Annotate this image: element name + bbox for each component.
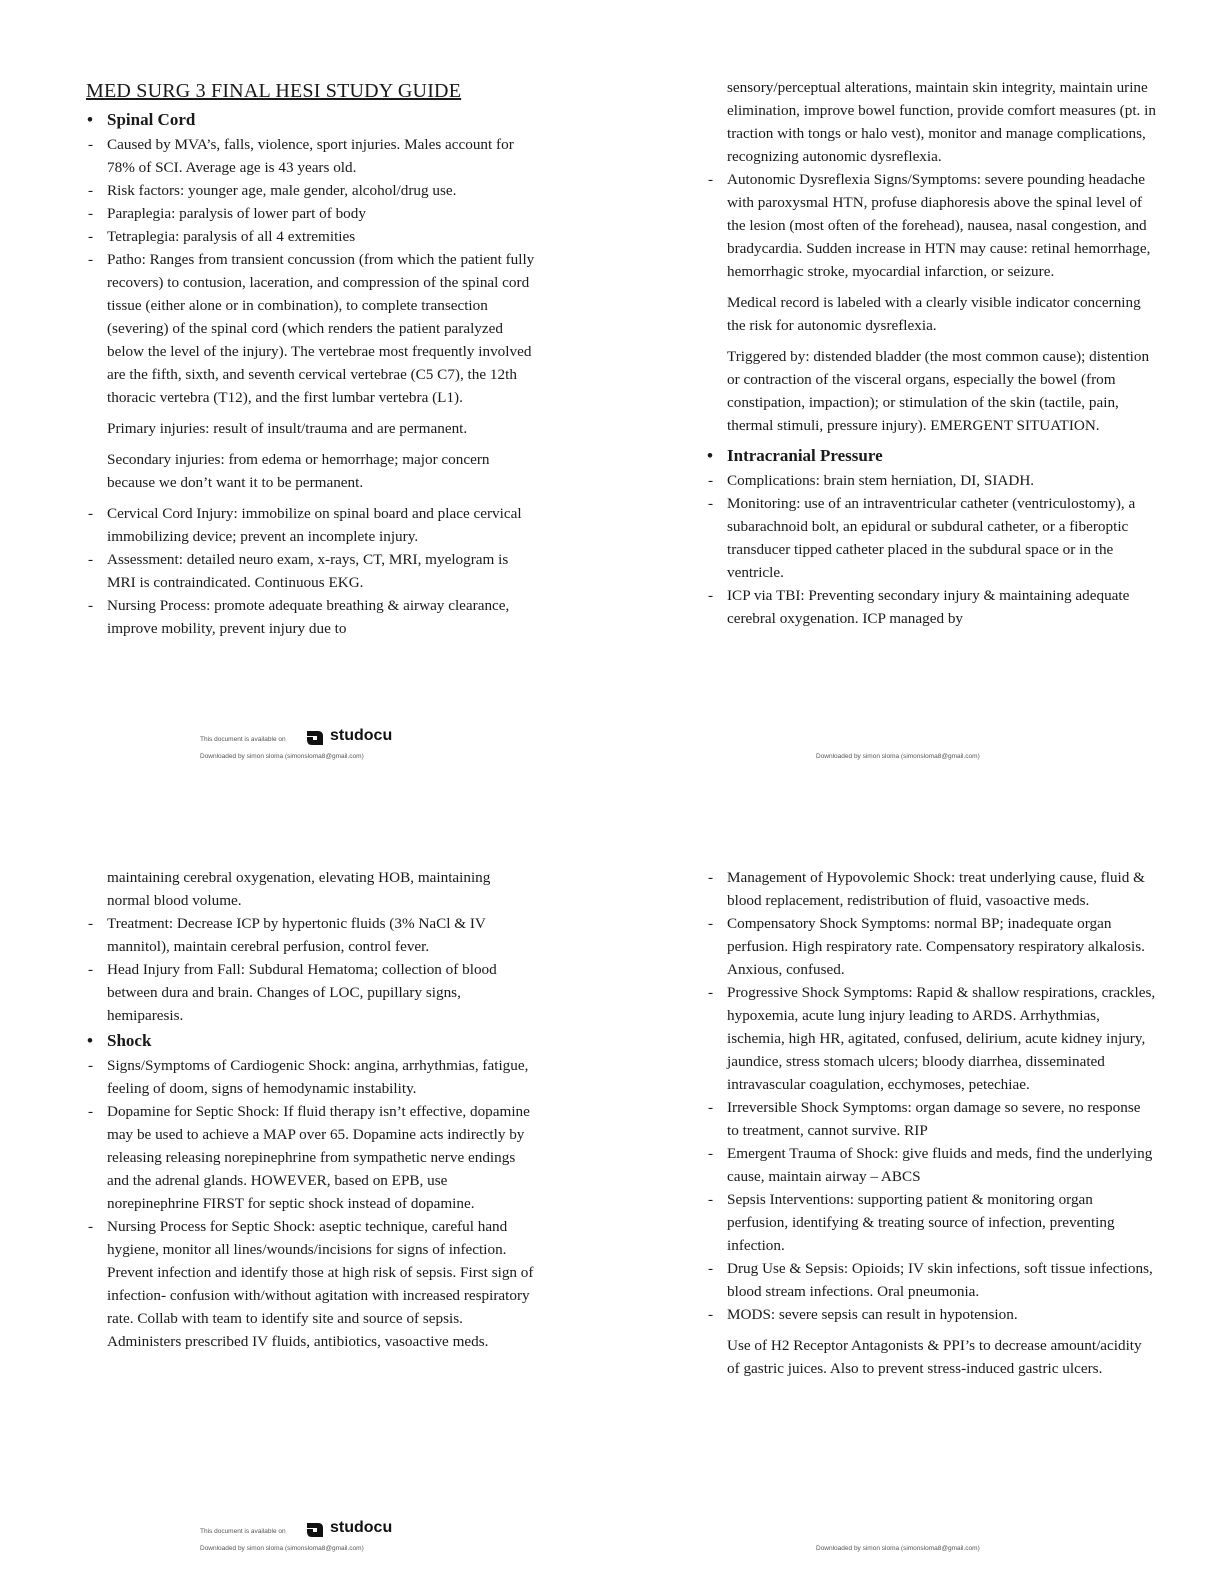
list-item (706, 469, 1156, 492)
dash-icon: - (88, 505, 94, 522)
list-item-text: Complications: brain stem herniation, DI, SIADH. (727, 472, 1035, 489)
list-item-text: Monitoring: use of an intraventricular catheter (ventriculostomy), a subarachnoid bolt, an epidural or subdural catheter, or a fiberoptic transducer tipped catheter placed in the subdural space or in the ventricle. (727, 495, 1136, 581)
list-item (86, 594, 536, 640)
page-3 (0, 792, 612, 1584)
dash-icon: - (88, 1218, 94, 1235)
list-item-text: Autonomic Dysreflexia Signs/Symptoms: severe pounding headache with paroxysmal HTN, profuse diaphoresis above the spinal level of the lesion (most often of the forehead), nausea, nasal congestion, and bradycardia. Sudden increase in HTN may cause: retinal hemorrhage, hemorrhagic stroke, myocardial infarction, or seizure. (727, 171, 1151, 280)
list-item-text: Treatment: Decrease ICP by hypertonic fluids (3% NaCl & IV mannitol), maintain cerebral perfusion, control fever. (107, 915, 486, 955)
list-item-text: Head Injury from Fall: Subdural Hematoma; collection of blood between dura and brain. Changes of LOC, pupillary signs, hemiparesis. (107, 961, 497, 1024)
list-item-text: Sepsis Interventions: supporting patient & monitoring organ perfusion, identifying & treating source of infection, preventing infection. (727, 1191, 1115, 1254)
list-item (706, 1096, 1156, 1142)
list-item (86, 225, 536, 248)
list-item-text: Risk factors: younger age, male gender, alcohol/drug use. (107, 182, 457, 199)
list-item-text: Tetraplegia: paralysis of all 4 extremities (107, 228, 356, 245)
list-item-text: Patho: Ranges from transient concussion (from which the patient fully recovers) to contusion, laceration, and compression of the spinal cord tissue (either alone or in combination), to complete transection (severing) of the spinal cord (which renders the patient paralyzed below the level of the injury). The vertebrae most frequently involved are the fifth, sixth, and seventh cervical vertebrae (C5 C7), the 12th thoracic vertebra (T12), and the first lumbar vertebra (L1). (107, 251, 535, 406)
paragraph-h2-antagonists: Use of H2 Receptor Antagonists & PPI’s to decrease amount/acidity of gastric juices. Also to prevent stress-induced gastric ulcers. (727, 1337, 1142, 1377)
list-item-text: Dopamine for Septic Shock: If fluid therapy isn’t effective, dopamine may be used to achieve a MAP over 65. Dopamine acts indirectly by releasing releasing norepinephrine from sympathetic nerve endings and the adrenal glands. HOWEVER, based on EPB, use norepinephrine FIRST for septic shock instead of dopamine. (107, 1103, 530, 1212)
footer-downloaded-text: Downloaded by simon sloma (simonsloma8@gmail.com) (200, 1545, 364, 1552)
page-1-content (86, 78, 536, 640)
list-item (86, 502, 536, 548)
list-item (86, 1100, 536, 1215)
paragraph-medical-record: Medical record is labeled with a clearly visible indicator concerning the risk for autonomic dysreflexia. (727, 294, 1141, 334)
dash-icon: - (708, 984, 714, 1001)
list-item-text: Paraplegia: paralysis of lower part of body (107, 205, 366, 222)
studocu-footer (198, 1518, 418, 1544)
list-item (706, 168, 1156, 283)
list-item-text: Nursing Process: promote adequate breathing & airway clearance, improve mobility, prevent injury due to (107, 597, 510, 637)
dash-icon: - (88, 597, 94, 614)
page-4-content (706, 866, 1156, 1388)
footer-available-text: This document is available on (200, 1528, 286, 1535)
list-item (706, 1257, 1156, 1303)
list-item (706, 981, 1156, 1096)
list-item (86, 179, 536, 202)
section-heading-intracranial-pressure (706, 445, 1156, 467)
heading-text: Intracranial Pressure (727, 446, 883, 465)
section-heading-shock (86, 1030, 536, 1052)
dash-icon: - (88, 251, 94, 268)
dash-icon: - (88, 1103, 94, 1120)
studocu-brand: studocu (330, 1519, 393, 1536)
footer-downloaded-text: Downloaded by simon sloma (simonsloma8@gmail.com) (816, 1545, 980, 1552)
list-item-text: Irreversible Shock Symptoms: organ damage so severe, no response to treatment, cannot survive. RIP (727, 1099, 1141, 1139)
list-item (706, 1188, 1156, 1257)
section-heading-spinal-cord (86, 109, 536, 131)
dash-icon: - (88, 1057, 94, 1074)
list-item-text: ICP via TBI: Preventing secondary injury & maintaining adequate cerebral oxygenation. ICP managed by (727, 587, 1130, 627)
list-item-text: Assessment: detailed neuro exam, x-rays, CT, MRI, myelogram is MRI is contraindicated. Continuous EKG. (107, 551, 509, 591)
paragraph-triggered-by: Triggered by: distended bladder (the most common cause); distention or contraction of the visceral organs, especially the bowel (from constipation, impaction); or stimulation of the skin (tactile, pain, thermal stimuli, pressure injury). EMERGENT SITUATION. (727, 348, 1150, 434)
list-item (86, 248, 536, 409)
list-item-text: Management of Hypovolemic Shock: treat underlying cause, fluid & blood replacement, redistribution of fluid, vasoactive meds. (727, 869, 1145, 909)
dash-icon: - (708, 472, 714, 489)
list-item (86, 1054, 536, 1100)
list-item (86, 548, 536, 594)
studocu-logo-icon (304, 1519, 326, 1541)
footer-downloaded-text: Downloaded by simon sloma (simonsloma8@gmail.com) (200, 753, 364, 760)
list-item (86, 133, 536, 179)
list-item-text: Drug Use & Sepsis: Opioids; IV skin infections, soft tissue infections, blood stream infections. Oral pneumonia. (727, 1260, 1153, 1300)
page-2 (612, 0, 1224, 792)
paragraph-primary-injuries: Primary injuries: result of insult/trauma and are permanent. (107, 420, 468, 437)
paragraph-secondary-injuries: Secondary injuries: from edema or hemorrhage; major concern because we don’t want it to be permanent. (107, 451, 490, 491)
list-item (706, 1303, 1156, 1326)
list-item (706, 492, 1156, 584)
page-4 (612, 792, 1224, 1584)
dash-icon: - (708, 1191, 714, 1208)
list-item (86, 912, 536, 958)
dash-icon: - (708, 915, 714, 932)
studocu-footer (198, 726, 418, 752)
list-item (86, 202, 536, 225)
dash-icon: - (88, 228, 94, 245)
dash-icon: - (708, 869, 714, 886)
continued-text: maintaining cerebral oxygenation, elevating HOB, maintaining normal blood volume. (107, 869, 491, 909)
list-item-text: Nursing Process for Septic Shock: aseptic technique, careful hand hygiene, monitor all lines/wounds/incisions for signs of infection. Prevent infection and identify those at high risk of sepsis. First sign of infection- confusion with/without agitation with increased respiratory rate. Collab with team to identify site and source of sepsis. Administers prescribed IV fluids, antibiotics, vasoactive meds. (107, 1218, 534, 1350)
list-item (706, 1142, 1156, 1188)
list-item (706, 584, 1156, 630)
heading-text: Spinal Cord (107, 110, 196, 129)
list-item-text: Emergent Trauma of Shock: give fluids and meds, find the underlying cause, maintain airway – ABCS (727, 1145, 1153, 1185)
dash-icon: - (88, 182, 94, 199)
page-3-content (86, 866, 536, 1353)
list-item-text: Compensatory Shock Symptoms: normal BP; inadequate organ perfusion. High respiratory rate. Compensatory respiratory alkalosis. Anxious, confused. (727, 915, 1145, 978)
list-item-text: Cervical Cord Injury: immobilize on spinal board and place cervical immobilizing device; prevent an incomplete injury. (107, 505, 522, 545)
dash-icon: - (708, 587, 714, 604)
page-2-content (706, 76, 1156, 630)
bullet-icon: • (707, 446, 713, 465)
studocu-brand: studocu (330, 727, 393, 744)
dash-icon: - (708, 1145, 714, 1162)
heading-text: Shock (107, 1031, 152, 1050)
studocu-logo-icon (304, 727, 326, 749)
continued-text: sensory/perceptual alterations, maintain skin integrity, maintain urine elimination, improve bowel function, provide comfort measures (pt. in traction with tongs or halo vest), monitor and manage complications, recognizing autonomic dysreflexia. (727, 79, 1156, 165)
dash-icon: - (708, 171, 714, 188)
dash-icon: - (88, 136, 94, 153)
dash-icon: - (708, 495, 714, 512)
list-item-text: Signs/Symptoms of Cardiogenic Shock: angina, arrhythmias, fatigue, feeling of doom, signs of hemodynamic instability. (107, 1057, 529, 1097)
dash-icon: - (88, 961, 94, 978)
list-item-text: MODS: severe sepsis can result in hypotension. (727, 1306, 1018, 1323)
bullet-icon: • (87, 110, 93, 129)
page-1 (0, 0, 612, 792)
list-item-text: Progressive Shock Symptoms: Rapid & shallow respirations, crackles, hypoxemia, acute lung injury leading to ARDS. Arrhythmias, ischemia, high HR, agitated, confused, delirium, acute kidney injury, jaundice, stress stomach ulcers; bloody diarrhea, disseminated intravascular coagulation, ecchymoses, petechiae. (727, 984, 1156, 1093)
dash-icon: - (88, 915, 94, 932)
list-item (706, 912, 1156, 981)
footer-downloaded-text: Downloaded by simon sloma (simonsloma8@gmail.com) (816, 753, 980, 760)
dash-icon: - (708, 1260, 714, 1277)
list-item (86, 958, 536, 1027)
dash-icon: - (88, 551, 94, 568)
footer-available-text: This document is available on (200, 736, 286, 743)
bullet-icon: • (87, 1031, 93, 1050)
list-item-text: Caused by MVA’s, falls, violence, sport injuries. Males account for 78% of SCI. Average age is 43 years old. (107, 136, 514, 176)
dash-icon: - (708, 1306, 714, 1323)
document-title: MED SURG 3 FINAL HESI STUDY GUIDE (86, 80, 462, 102)
list-item (86, 1215, 536, 1353)
dash-icon: - (708, 1099, 714, 1116)
list-item (706, 866, 1156, 912)
dash-icon: - (88, 205, 94, 222)
